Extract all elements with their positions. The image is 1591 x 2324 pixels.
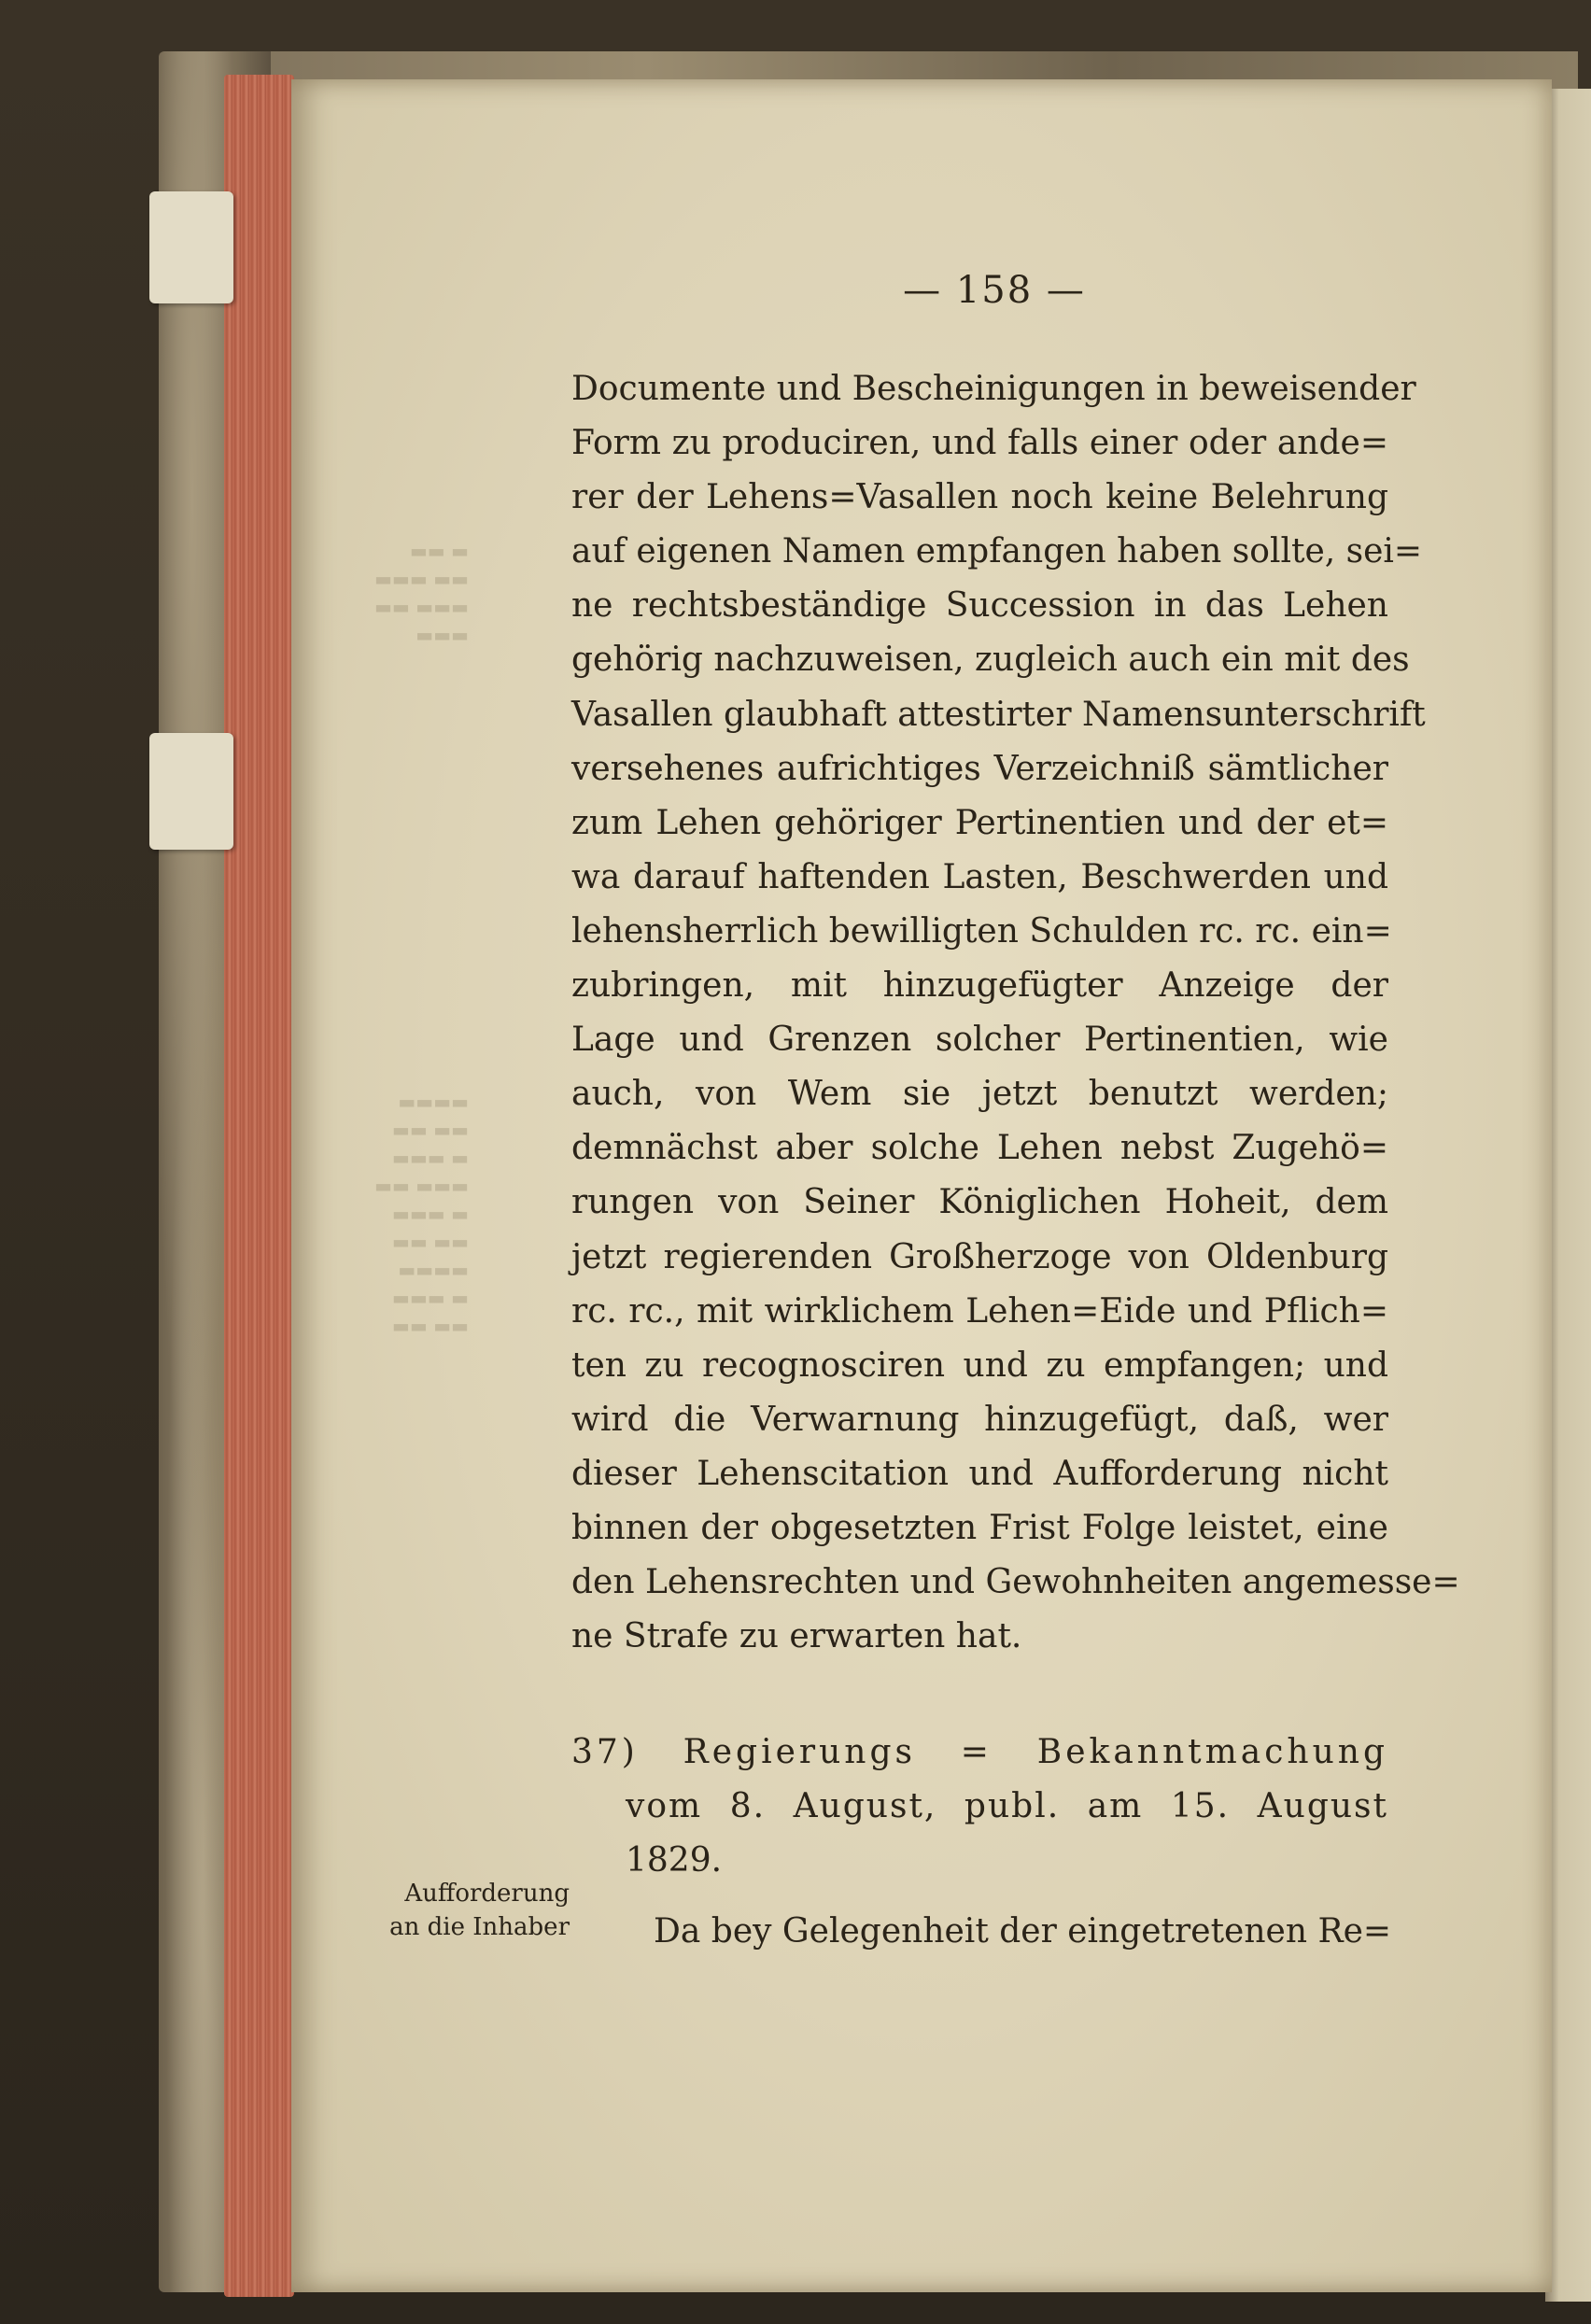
body-line: binnen der obgesetzten Frist Folge leistet, eine [571, 1508, 1388, 1547]
page-number: — 158 — [903, 269, 1086, 312]
heading-line: 37) Regierungs = Bekanntmachung [571, 1733, 1388, 1771]
body-line: Documente und Bescheinigungen in beweisender [571, 370, 1416, 408]
next-paragraph-start: Da bey Gelegenheit der eingetretenen Re= [654, 1912, 1392, 1951]
paper-tab-middle [149, 733, 233, 850]
body-line: rer der Lehens=Vasallen noch keine Belehrung [571, 478, 1388, 517]
body-line: dieser Lehenscitation und Aufforderung nicht [571, 1454, 1388, 1493]
body-line: auch, von Wem sie jetzt benutzt werden; [571, 1075, 1388, 1114]
body-line: Lage und Grenzen solcher Pertinentien, wie [571, 1021, 1388, 1060]
bleed-through-text: ▬▬ ▬ ▬▬▬ ▬▬ ▬▬ ▬▬▬ ▬▬▬ [374, 540, 469, 646]
body-line: ne Strafe zu erwarten hat. [571, 1617, 1022, 1656]
page-edges [224, 75, 294, 2297]
body-line: jetzt regierenden Großherzoge von Oldenburg [571, 1237, 1388, 1276]
body-line: wa darauf haftenden Lasten, Beschwerden und [571, 857, 1388, 896]
body-line: demnächst aber solche Lehen nebst Zugehö= [571, 1129, 1388, 1168]
heading-line: 1829. [626, 1841, 723, 1880]
marginal-note-line: an die Inhaber [389, 1913, 570, 1941]
paper-tab-top [149, 191, 233, 303]
body-line: lehensherrlich bewilligten Schulden rc. rc. ein= [571, 911, 1392, 951]
body-line: rungen von Seiner Königlichen Hoheit, dem [571, 1183, 1388, 1222]
section-heading [571, 1725, 1388, 1888]
body-line: gehörig nachzuweisen, zugleich auch ein mit des [571, 641, 1410, 680]
body-line: ne rechtsbeständige Succession in das Lehen [571, 586, 1388, 626]
body-line: zum Lehen gehöriger Pertinentien und der et= [571, 803, 1388, 842]
heading-line: vom 8. August, publ. am 15. August [626, 1787, 1388, 1825]
body-line: ten zu recognosciren und zu empfangen; und [571, 1345, 1388, 1385]
marginal-note-line: Aufforderung [404, 1880, 570, 1908]
body-line: Vasallen glaubhaft attestirter Namensunterschrift [571, 695, 1426, 734]
body-line: zubringen, mit hinzugefügter Anzeige der [571, 966, 1388, 1006]
body-paragraph [571, 362, 1460, 1664]
body-line: Form zu produciren, und falls einer oder ande= [571, 424, 1388, 463]
marginal-note [338, 1877, 570, 1944]
body-line: rc. rc., mit wirklichem Lehen=Eide und Pflich= [571, 1291, 1388, 1331]
body-line: wird die Verwarnung hinzugefügt, daß, wer [571, 1400, 1388, 1439]
facing-page [1545, 89, 1591, 2302]
bleed-through-text: ▬▬▬▬ ▬▬ ▬▬ ▬▬▬ ▬ ▬▬ ▬▬▬ ▬▬▬ ▬ ▬▬ ▬▬ ▬▬▬▬ ▬▬▬ ▬ ▬▬ ▬▬ [374, 1091, 469, 1337]
body-line: den Lehensrechten und Gewohnheiten angemesse= [571, 1563, 1460, 1602]
body-line: versehenes aufrichtiges Verzeichniß sämtlicher [571, 749, 1388, 788]
body-line: auf eigenen Namen empfangen haben sollte, sei= [571, 532, 1423, 571]
